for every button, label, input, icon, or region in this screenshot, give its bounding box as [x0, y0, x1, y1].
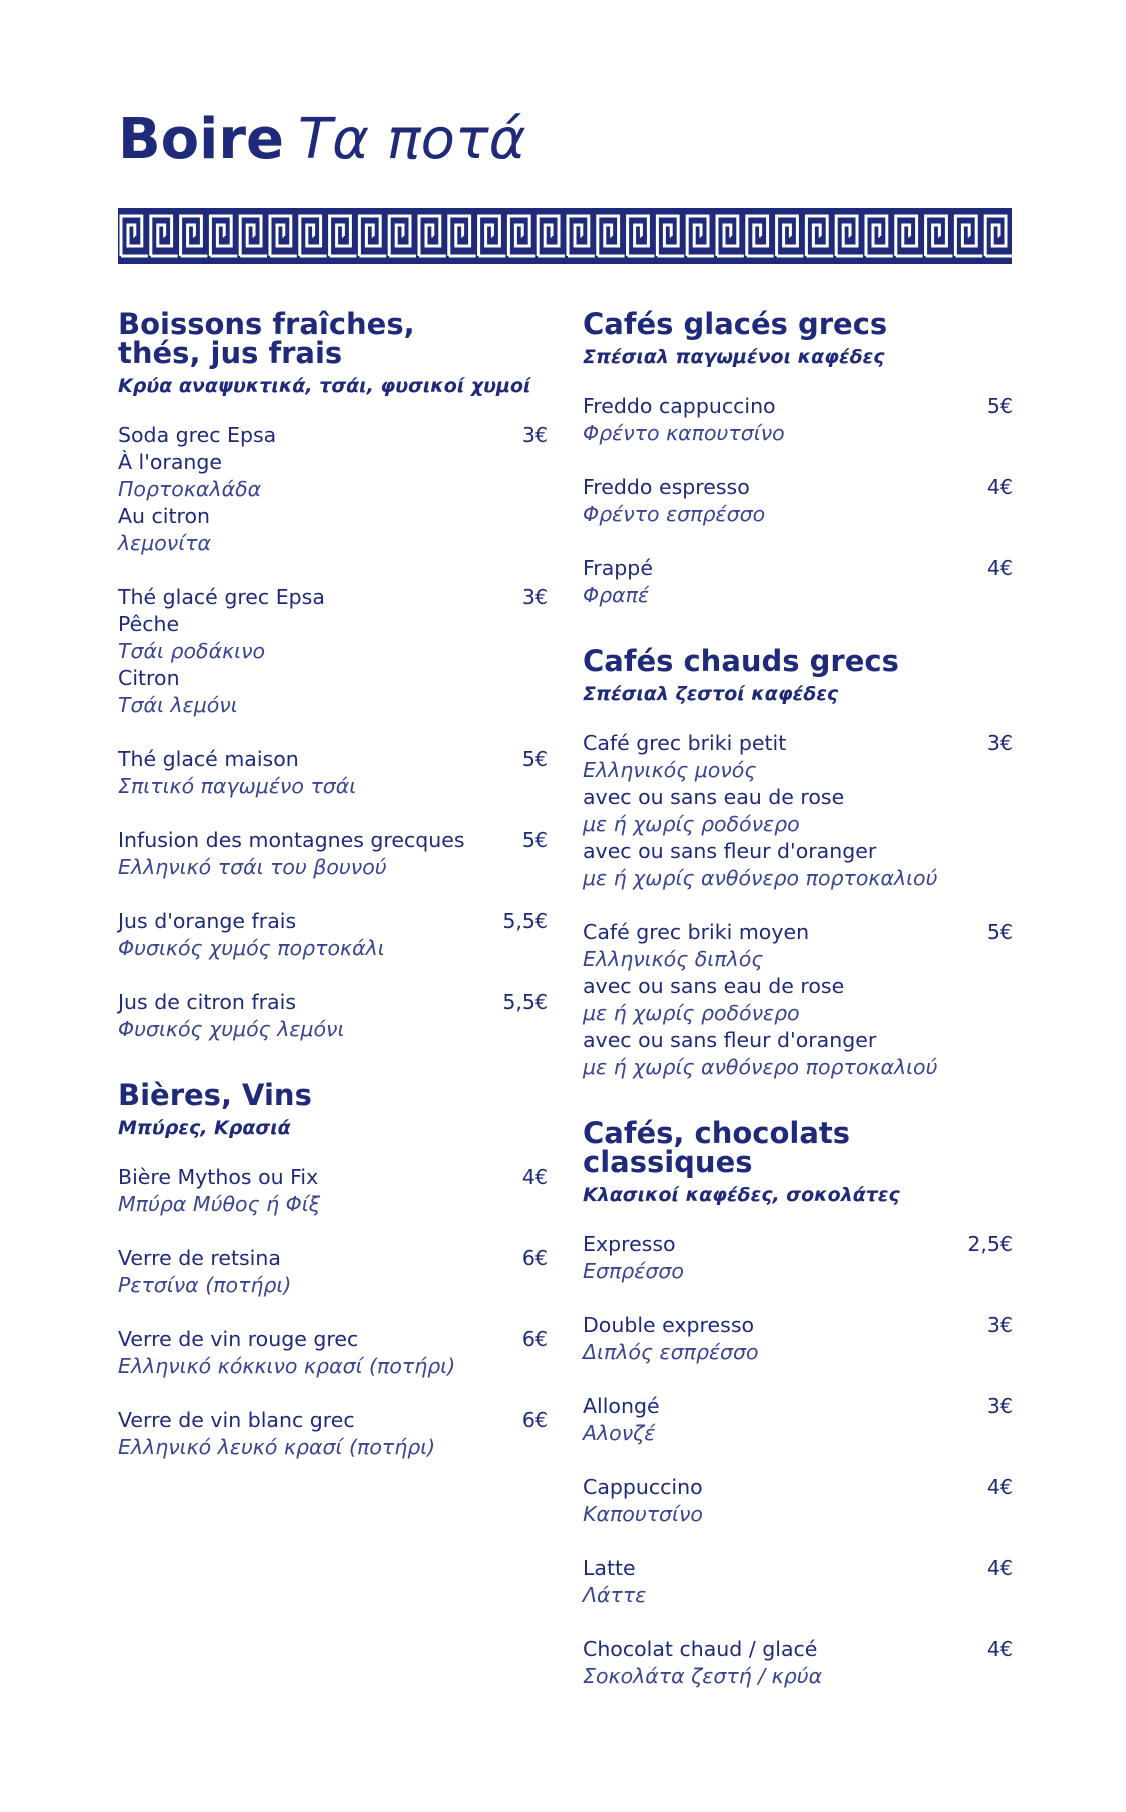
menu-item — [118, 989, 548, 1043]
menu-item — [118, 827, 548, 881]
section-subtitle-greek: Μπύρες, Κρασιά — [118, 1117, 291, 1139]
menu-item — [583, 555, 1013, 609]
item-greek-translation: Φυσικός χυμός πορτοκάλι — [118, 936, 385, 960]
item-greek-translation: Τσάι ροδάκινο — [118, 639, 266, 663]
item-variant: Citron — [118, 666, 180, 690]
item-name: Café grec briki petit — [583, 731, 787, 755]
item-variant: Au citron — [118, 504, 211, 528]
item-greek-translation: με ή χωρίς ροδόνερο — [583, 1001, 800, 1025]
left-column — [118, 307, 548, 1499]
item-greek-translation: με ή χωρίς ροδόνερο — [583, 812, 800, 836]
item-name: Latte — [583, 1556, 636, 1580]
item-name: Chocolat chaud / glacé — [583, 1637, 818, 1661]
item-greek-translation: Ελληνικό τσάι του βουνού — [118, 855, 387, 879]
menu-item-header — [118, 1164, 548, 1191]
menu-item — [583, 1312, 1013, 1366]
item-greek-translation: Φρέντο εσπρέσσο — [583, 502, 766, 526]
item-variant: avec ou sans fleur d'oranger — [583, 839, 877, 863]
menu-item-header — [583, 1636, 1013, 1663]
menu-item-header — [118, 1245, 548, 1272]
item-name: Soda grec Epsa — [118, 423, 277, 447]
menu-item-header — [583, 1312, 1013, 1339]
section-title: Boissons fraîches, thés, jus frais — [118, 307, 415, 370]
item-greek-translation: Διπλός εσπρέσσο — [583, 1340, 759, 1364]
item-name: Café grec briki moyen — [583, 920, 810, 944]
item-greek-translation: Ρετσίνα (ποτήρι) — [118, 1273, 292, 1297]
menu-section-cafes-chocolats-classiques — [583, 1116, 1013, 1690]
menu-item — [118, 1407, 548, 1461]
item-variant: avec ou sans eau de rose — [583, 785, 845, 809]
menu-section-cafes-glaces-grecs — [583, 307, 1013, 609]
menu-item — [118, 584, 548, 719]
item-greek-translation: Μπύρα Μύθος ή Φίξ — [118, 1192, 321, 1216]
item-price: 3€ — [986, 1313, 1013, 1337]
item-price: 2,5€ — [967, 1232, 1013, 1256]
menu-item — [583, 1231, 1013, 1285]
item-price: 6€ — [521, 1408, 548, 1432]
menu-item — [583, 474, 1013, 528]
item-greek-translation: Ελληνικός διπλός — [583, 947, 764, 971]
item-greek-translation: Φυσικός χυμός λεμόνι — [118, 1017, 345, 1041]
item-greek-translation: Καπουτσίνο — [583, 1502, 703, 1526]
item-name: Verre de vin rouge grec — [118, 1327, 359, 1351]
item-price: 3€ — [986, 731, 1013, 755]
item-name: Expresso — [583, 1232, 676, 1256]
menu-item-header — [583, 730, 1013, 757]
item-name: Thé glacé grec Epsa — [118, 585, 325, 609]
section-title: Bières, Vins — [118, 1078, 312, 1112]
section-subtitle-greek: Κλασικοί καφέδες, σοκολάτες — [583, 1184, 900, 1206]
item-name: Verre de vin blanc grec — [118, 1408, 355, 1432]
item-greek-translation: λεμονίτα — [118, 531, 212, 555]
item-price: 5€ — [986, 394, 1013, 418]
item-name: Jus d'orange frais — [118, 909, 297, 933]
item-name: Freddo cappuccino — [583, 394, 776, 418]
item-greek-translation: Αλονζέ — [583, 1421, 656, 1445]
menu-item-header — [118, 908, 548, 935]
page-title — [118, 108, 525, 172]
item-price: 3€ — [521, 423, 548, 447]
item-greek-translation: Ελληνικός μονός — [583, 758, 757, 782]
item-price: 6€ — [521, 1246, 548, 1270]
menu-item-header — [583, 1393, 1013, 1420]
item-name: Frappé — [583, 556, 653, 580]
item-price: 4€ — [986, 1556, 1013, 1580]
item-name: Bière Mythos ou Fix — [118, 1165, 319, 1189]
menu-item-header — [118, 1326, 548, 1353]
greek-key-ornament — [118, 208, 1012, 264]
page-title-greek: Τα ποτά — [297, 107, 526, 172]
item-price: 5€ — [986, 920, 1013, 944]
right-column — [583, 307, 1013, 1728]
section-subtitle-greek: Σπέσιαλ ζεστοί καφέδες — [583, 683, 839, 705]
item-name: Infusion des montagnes grecques — [118, 828, 465, 852]
item-price: 3€ — [521, 585, 548, 609]
menu-item-header — [118, 584, 548, 611]
menu-item-header — [583, 1231, 1013, 1258]
menu-item-header — [583, 555, 1013, 582]
item-name: Cappuccino — [583, 1475, 703, 1499]
menu-item-header — [118, 422, 548, 449]
item-greek-translation: με ή χωρίς ανθόνερο πορτοκαλιού — [583, 866, 938, 890]
item-price: 4€ — [986, 475, 1013, 499]
section-title: Cafés, chocolats classiques — [583, 1116, 851, 1179]
menu-item — [583, 1393, 1013, 1447]
item-greek-translation: Σοκολάτα ζεστή / κρύα — [583, 1664, 823, 1688]
menu-item — [118, 1245, 548, 1299]
menu-item-header — [583, 1474, 1013, 1501]
menu-item — [118, 746, 548, 800]
item-greek-translation: Ελληνικό κόκκινο κρασί (ποτήρι) — [118, 1354, 456, 1378]
item-price: 6€ — [521, 1327, 548, 1351]
item-price: 5€ — [521, 828, 548, 852]
item-price: 4€ — [986, 1475, 1013, 1499]
menu-section-cafes-chauds-grecs — [583, 644, 1013, 1081]
menu-item — [583, 393, 1013, 447]
item-price: 4€ — [521, 1165, 548, 1189]
item-greek-translation: Φραπέ — [583, 583, 650, 607]
menu-item — [583, 1555, 1013, 1609]
menu-item — [583, 730, 1013, 892]
item-name: Allongé — [583, 1394, 660, 1418]
item-variant: À l'orange — [118, 450, 223, 474]
menu-item — [583, 919, 1013, 1081]
menu-item-header — [583, 474, 1013, 501]
menu-item — [118, 1326, 548, 1380]
menu-item-header — [583, 919, 1013, 946]
menu-item-header — [583, 393, 1013, 420]
menu-item-header — [118, 1407, 548, 1434]
item-greek-translation: Πορτοκαλάδα — [118, 477, 262, 501]
menu-item-header — [583, 1555, 1013, 1582]
menu-item-header — [118, 746, 548, 773]
menu-item-header — [118, 827, 548, 854]
item-price: 5€ — [521, 747, 548, 771]
item-greek-translation: Τσάι λεμόνι — [118, 693, 238, 717]
greek-key-pattern — [118, 208, 1012, 264]
menu-section-boissons-fraiches-thes-jus-frais — [118, 307, 548, 1043]
item-price: 4€ — [986, 1637, 1013, 1661]
section-title: Cafés glacés grecs — [583, 307, 888, 341]
item-name: Freddo espresso — [583, 475, 750, 499]
menu-item — [583, 1636, 1013, 1690]
item-name: Verre de retsina — [118, 1246, 281, 1270]
item-variant: avec ou sans fleur d'oranger — [583, 1028, 877, 1052]
menu-item — [583, 1474, 1013, 1528]
menu-item — [118, 1164, 548, 1218]
item-greek-translation: Σπιτικό παγωμένο τσάι — [118, 774, 357, 798]
page-title-french: Boire — [118, 107, 284, 172]
item-price: 4€ — [986, 556, 1013, 580]
item-name: Jus de citron frais — [118, 990, 296, 1014]
section-title: Cafés chauds grecs — [583, 644, 899, 678]
item-greek-translation: Εσπρέσσο — [583, 1259, 684, 1283]
menu-item — [118, 422, 548, 557]
item-price: 5,5€ — [502, 990, 548, 1014]
section-subtitle-greek: Κρύα αναψυκτικά, τσάι, φυσικοί χυμοί — [118, 375, 531, 397]
item-price: 5,5€ — [502, 909, 548, 933]
item-greek-translation: Λάττε — [583, 1583, 647, 1607]
item-greek-translation: Ελληνικό λευκό κρασί (ποτήρι) — [118, 1435, 436, 1459]
section-subtitle-greek: Σπέσιαλ παγωμένοι καφέδες — [583, 346, 885, 368]
item-variant: Pêche — [118, 612, 180, 636]
item-greek-translation: με ή χωρίς ανθόνερο πορτοκαλιού — [583, 1055, 938, 1079]
menu-item — [118, 908, 548, 962]
item-variant: avec ou sans eau de rose — [583, 974, 845, 998]
menu-section-bieres-vins — [118, 1078, 548, 1461]
item-price: 3€ — [986, 1394, 1013, 1418]
item-name: Double expresso — [583, 1313, 755, 1337]
item-greek-translation: Φρέντο καπουτσίνο — [583, 421, 785, 445]
item-name: Thé glacé maison — [118, 747, 299, 771]
menu-item-header — [118, 989, 548, 1016]
